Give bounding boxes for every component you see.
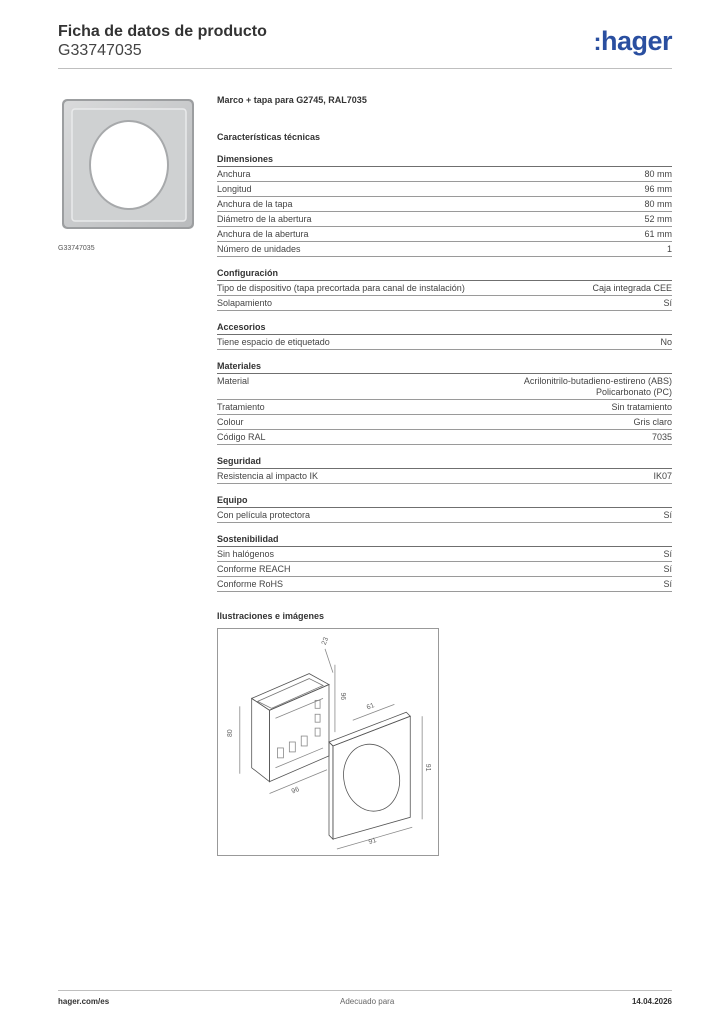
spec-group xyxy=(217,322,672,350)
spec-label: Conforme RoHS xyxy=(217,579,284,589)
photo-caption: G33747035 xyxy=(58,245,95,252)
spec-row xyxy=(217,242,672,257)
dim-61: 61 xyxy=(365,702,376,712)
spec-label: Anchura de la abertura xyxy=(217,229,309,239)
spec-label: Con película protectora xyxy=(217,510,311,520)
spec-groups xyxy=(217,154,672,592)
spec-value: 80 mm xyxy=(644,169,672,179)
spec-row xyxy=(217,281,672,296)
product-photo xyxy=(58,95,200,235)
spec-label: Tratamiento xyxy=(217,402,265,412)
spec-group-title: Equipo xyxy=(217,495,672,508)
spec-row xyxy=(217,508,672,523)
spec-group-title: Dimensiones xyxy=(217,154,672,167)
header-divider xyxy=(58,68,672,69)
spec-group xyxy=(217,361,672,445)
spec-group-title: Sostenibilidad xyxy=(217,534,672,547)
spec-label: Colour xyxy=(217,417,244,427)
spec-label: Sin halógenos xyxy=(217,549,275,559)
spec-value: 1 xyxy=(666,244,672,254)
spec-row xyxy=(217,430,672,445)
spec-label: Anchura de la tapa xyxy=(217,199,293,209)
spec-label: Tipo de dispositivo (tapa precortada para canal de instalación) xyxy=(217,283,465,293)
spec-label: Resistencia al impacto IK xyxy=(217,471,319,481)
spec-value: No xyxy=(660,337,672,347)
spec-value: 52 mm xyxy=(644,214,672,224)
spec-row xyxy=(217,335,672,350)
spec-group-title: Materiales xyxy=(217,361,672,374)
spec-group xyxy=(217,534,672,592)
spec-row xyxy=(217,469,672,484)
dim-80: 80 xyxy=(226,729,234,738)
spec-label: Conforme REACH xyxy=(217,564,291,574)
spec-row xyxy=(217,562,672,577)
spec-value: Sí xyxy=(663,298,672,308)
illustrations-title: Ilustraciones e imágenes xyxy=(217,611,325,621)
spec-value: Caja integrada CEE xyxy=(592,283,672,293)
spec-label: Diámetro de la abertura xyxy=(217,214,312,224)
spec-label: Tiene espacio de etiquetado xyxy=(217,337,330,347)
footer-date: 14.04.2026 xyxy=(631,997,672,1006)
spec-value: Sí xyxy=(663,564,672,574)
spec-value: Sin tratamiento xyxy=(611,402,672,412)
spec-label: Código RAL xyxy=(217,432,266,442)
spec-value: Acrilonitrilo-butadieno-estireno (ABS) Policarbonato (PC) xyxy=(523,376,672,397)
spec-label: Anchura xyxy=(217,169,251,179)
spec-label: Longitud xyxy=(217,184,252,194)
spec-row xyxy=(217,400,672,415)
spec-row xyxy=(217,182,672,197)
tech-section-title: Características técnicas xyxy=(217,132,321,142)
spec-group xyxy=(217,495,672,523)
footer-suitable-for: Adecuado para xyxy=(340,997,395,1006)
dim-96-depth: 96 xyxy=(338,692,346,701)
spec-group xyxy=(217,456,672,484)
spec-content xyxy=(217,95,672,603)
page-header xyxy=(58,22,267,60)
spec-label: Número de unidades xyxy=(217,244,301,254)
spec-label: Material xyxy=(217,376,250,386)
footer-website: hager.com/es xyxy=(58,997,110,1006)
spec-row xyxy=(217,296,672,311)
product-code: G33747035 xyxy=(58,42,142,59)
spec-label: Solapamiento xyxy=(217,298,273,308)
spec-value: Sí xyxy=(663,510,672,520)
spec-group-title: Accesorios xyxy=(217,322,672,335)
spec-value: 61 mm xyxy=(644,229,672,239)
spec-row xyxy=(217,197,672,212)
spec-group xyxy=(217,268,672,311)
product-name: Marco + tapa para G2745, RAL7035 xyxy=(217,95,367,105)
hager-logo: :hager xyxy=(593,26,672,56)
technical-drawing xyxy=(217,628,439,856)
spec-value: Gris claro xyxy=(633,417,672,427)
spec-group-title: Configuración xyxy=(217,268,672,281)
spec-row xyxy=(217,212,672,227)
spec-value: 7035 xyxy=(651,432,672,442)
spec-row xyxy=(217,547,672,562)
spec-value: 80 mm xyxy=(644,199,672,209)
dim-23: 23 xyxy=(320,636,331,647)
dim-91-height: 91 xyxy=(424,763,432,772)
spec-row xyxy=(217,374,672,400)
spec-row xyxy=(217,227,672,242)
spec-value: IK07 xyxy=(653,471,672,481)
spec-value: Sí xyxy=(663,549,672,559)
spec-row xyxy=(217,577,672,592)
spec-row xyxy=(217,167,672,182)
spec-group xyxy=(217,154,672,257)
spec-value: Sí xyxy=(663,579,672,589)
spec-value: 96 mm xyxy=(644,184,672,194)
spec-row xyxy=(217,415,672,430)
dim-91-width: 91 xyxy=(367,837,378,847)
dim-96-length: 96 xyxy=(290,786,301,796)
footer-divider xyxy=(58,990,672,991)
spec-group-title: Seguridad xyxy=(217,456,672,469)
page-title: Ficha de datos de producto xyxy=(58,23,267,40)
